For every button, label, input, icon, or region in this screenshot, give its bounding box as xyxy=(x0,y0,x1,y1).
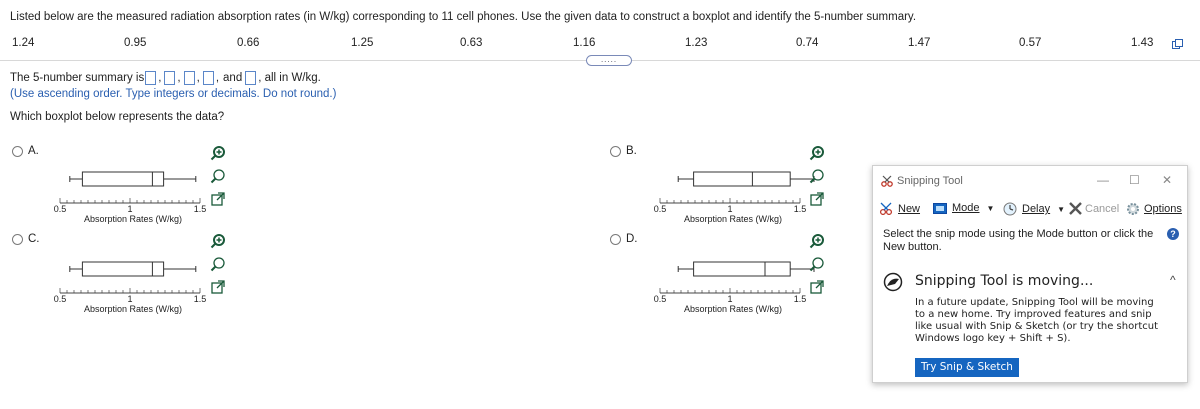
scissors-icon xyxy=(881,175,894,187)
option-a[interactable] xyxy=(12,145,39,157)
data-values-row xyxy=(12,37,1187,53)
maximize-button[interactable]: ☐ xyxy=(1129,173,1140,187)
iqr-box xyxy=(694,172,791,186)
axis-label: Absorption Rates (W/kg) xyxy=(83,214,183,224)
cancel-button[interactable] xyxy=(1069,202,1119,215)
axis-label: Absorption Rates (W/kg) xyxy=(683,214,783,224)
popout-arrow xyxy=(217,193,224,200)
close-button[interactable]: ✕ xyxy=(1162,173,1173,187)
mode-dropdown-icon: ▼ xyxy=(986,203,995,213)
tick-label: 1 xyxy=(127,294,133,304)
mode-icon xyxy=(933,203,947,214)
boxplot-question: Which boxplot below represents the data? xyxy=(10,111,225,123)
answer-box-max[interactable] xyxy=(245,71,256,85)
zoom-in-icon[interactable] xyxy=(210,145,226,161)
mode-button[interactable] xyxy=(933,202,994,214)
moving-title: Snipping Tool is moving... xyxy=(915,273,1094,289)
answer-box-min[interactable] xyxy=(145,71,156,85)
data-value: 0.95 xyxy=(124,37,147,49)
data-value: 1.16 xyxy=(573,37,596,49)
cancel-x-icon xyxy=(1069,202,1082,215)
handle xyxy=(811,179,815,183)
popout-icon[interactable] xyxy=(210,279,226,295)
snip-sketch-icon xyxy=(883,272,905,292)
handle xyxy=(811,267,815,271)
delay-button[interactable] xyxy=(1003,202,1065,216)
tick-label: 1 xyxy=(127,204,133,214)
data-value: 1.43 xyxy=(1131,37,1154,49)
zoom-in-icon[interactable] xyxy=(210,233,226,249)
option-letter: C. xyxy=(28,233,40,245)
copy-data-icon[interactable] xyxy=(1172,39,1184,50)
tick-label: 1.5 xyxy=(193,204,207,214)
data-value: 0.66 xyxy=(237,37,260,49)
data-value: 0.63 xyxy=(460,37,483,49)
radio-c[interactable] xyxy=(12,234,23,245)
handle xyxy=(212,244,216,248)
snipping-tool-title: Snipping Tool xyxy=(897,175,963,187)
minimize-button[interactable]: — xyxy=(1097,173,1109,187)
popout-arrow xyxy=(816,281,823,288)
tick-label: 1.5 xyxy=(193,294,207,304)
popout-arrow xyxy=(217,281,224,288)
new-label: New xyxy=(898,202,921,215)
tick-label: 1.5 xyxy=(793,204,807,214)
option-letter: D. xyxy=(626,233,638,245)
popout-arrow xyxy=(816,193,823,200)
boxplot-c xyxy=(40,250,215,316)
boxplot-a xyxy=(40,160,215,226)
popout-icon[interactable] xyxy=(809,279,825,295)
expand-button[interactable]: ..... xyxy=(586,55,632,66)
iqr-box xyxy=(694,262,791,276)
data-value: 1.23 xyxy=(685,37,708,49)
data-value: 0.57 xyxy=(1019,37,1042,49)
zoom-out-icon[interactable] xyxy=(210,256,226,272)
iqr-box xyxy=(82,262,163,276)
collapse-icon[interactable]: ^ xyxy=(1170,273,1176,287)
tick-label: 1 xyxy=(727,204,733,214)
popout-icon[interactable] xyxy=(210,191,226,207)
boxplot-d xyxy=(640,250,815,316)
new-snip-button[interactable] xyxy=(879,202,920,215)
zoom-out-icon[interactable] xyxy=(210,168,226,184)
data-value: 0.74 xyxy=(796,37,819,49)
try-snip-sketch-button[interactable]: Try Snip & Sketch xyxy=(915,358,1019,377)
answer-box-q1[interactable] xyxy=(164,71,175,85)
radio-a[interactable] xyxy=(12,146,23,157)
snipping-tool-window xyxy=(872,165,1188,383)
new-snip-icon xyxy=(879,202,895,215)
axis-label: Absorption Rates (W/kg) xyxy=(683,304,783,314)
data-value: 1.47 xyxy=(908,37,931,49)
zoom-in-icon[interactable] xyxy=(809,233,825,249)
tick-label: 0.5 xyxy=(653,294,667,304)
options-label: Options xyxy=(1144,203,1182,215)
option-c[interactable] xyxy=(12,233,40,245)
help-icon[interactable]: ? xyxy=(1167,228,1179,240)
answer-box-median[interactable] xyxy=(184,71,195,85)
data-value: 1.24 xyxy=(12,37,35,49)
option-d[interactable] xyxy=(610,233,638,245)
tick-label: 1 xyxy=(727,294,733,304)
zoom-out-icon[interactable] xyxy=(809,168,825,184)
summary-prefix: The 5-number summary is xyxy=(10,72,145,84)
handle xyxy=(212,179,216,183)
zoom-in-icon[interactable] xyxy=(809,145,825,161)
axis-label: Absorption Rates (W/kg) xyxy=(83,304,183,314)
summary-line: The 5-number summary is , , , , and , all in W/kg. xyxy=(10,72,321,84)
option-letter: A. xyxy=(28,145,39,157)
iqr-box xyxy=(82,172,163,186)
tick-label: 0.5 xyxy=(53,204,67,214)
clock-icon xyxy=(1003,202,1017,216)
delay-dropdown-icon: ▼ xyxy=(1057,204,1066,214)
mode-label: Mode xyxy=(952,202,980,214)
answer-box-q3[interactable] xyxy=(203,71,214,85)
snip-instructions: Select the snip mode using the Mode button or click the New button. xyxy=(883,228,1154,253)
popout-icon[interactable] xyxy=(809,191,825,207)
question-text: Listed below are the measured radiation absorption rates (in W/kg) corresponding to 11 cell phones. Use the given data to construct a boxplot and identify the 5-number summary. xyxy=(10,11,917,23)
delay-label: Delay xyxy=(1022,203,1051,215)
gear-icon xyxy=(1126,202,1140,216)
answer-hint: (Use ascending order. Type integers or decimals. Do not round.) xyxy=(10,88,337,100)
handle xyxy=(212,156,216,160)
options-button[interactable] xyxy=(1126,202,1182,216)
zoom-out-icon[interactable] xyxy=(809,256,825,272)
moving-body: In a future update, Snipping Tool will be moving to a new home. Try improved features and snip like usual with Snip & Sketch (or try the shortcut Windows logo key + Shift + S). xyxy=(915,297,1159,344)
tick-label: 0.5 xyxy=(653,204,667,214)
tick-label: 0.5 xyxy=(53,294,67,304)
handle xyxy=(811,156,815,160)
summary-suffix: , all in W/kg. xyxy=(258,72,321,84)
summary-and: and xyxy=(223,72,243,84)
option-b[interactable] xyxy=(610,145,637,157)
tick-label: 1.5 xyxy=(793,294,807,304)
handle xyxy=(212,267,216,271)
radio-b[interactable] xyxy=(610,146,621,157)
radio-d[interactable] xyxy=(610,234,621,245)
cancel-label: Cancel xyxy=(1085,202,1120,215)
handle xyxy=(811,244,815,248)
option-letter: B. xyxy=(626,145,637,157)
boxplot-b xyxy=(640,160,815,226)
data-value: 1.25 xyxy=(351,37,374,49)
